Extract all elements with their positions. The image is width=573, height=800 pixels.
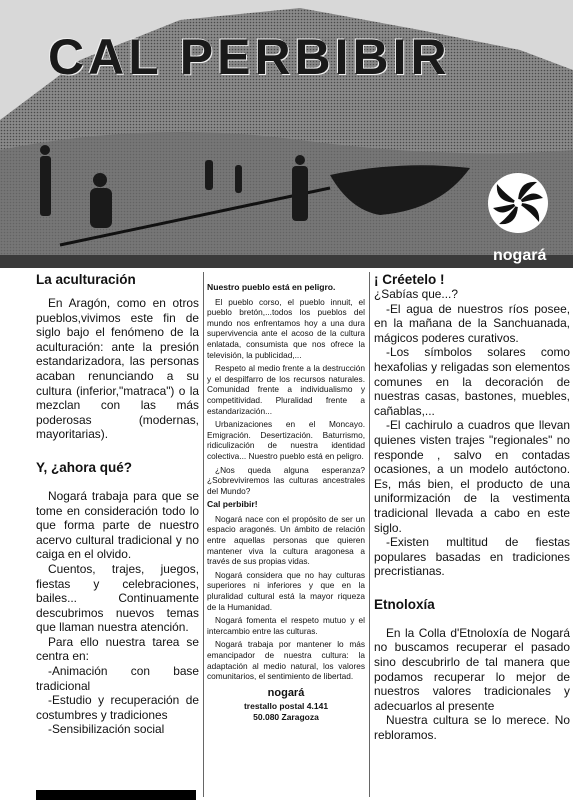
header-photo bbox=[0, 0, 573, 268]
list-item: -El cachirulo a cuadros que llevan quienes visten trajes "regionales" no responde , salvo en contadas ocasiones, a un modelo autóctono. Es, más bien, el producto de una uniformización de la vestimenta tradicional llevada a cabo en este siglo. bbox=[374, 418, 570, 535]
footer-name: nogará bbox=[267, 686, 305, 699]
paragraph: Nogará nace con el propósito de ser un espacio aragonés. Un ámbito de relación entre aquellas personas que quieren mantener viva la cultura aragonesa a través de sus propias vidas. bbox=[207, 513, 365, 567]
paragraph: Nogará fomenta el respeto mutuo y el intercambio entre las culturas. bbox=[207, 615, 365, 636]
column-left bbox=[36, 268, 199, 800]
column-divider bbox=[203, 272, 204, 797]
paragraph: Nogará trabaja por mantener lo más emancipador de nuestra cultura: la adaptación al medio natural, los valores comunitarios, el sentimiento de libertad. bbox=[207, 639, 365, 682]
brand-name: nogará bbox=[493, 247, 547, 264]
paragraph: ¿Nos queda alguna esperanza? ¿Sobreviviremos las culturas ancestrales del Mundo? bbox=[207, 464, 365, 496]
paragraph: Respeto al medio frente a la destrucción y el despilfarro de los recursos naturales. Comunidad frente a individualismo y competitividad. Pluralidad frente a estandarización... bbox=[207, 363, 365, 416]
footer-address: 50.080 Zaragoza bbox=[253, 711, 319, 722]
paragraph: Nogará considera que no hay culturas superiores ni inferiores y que en la pluralidad cultural está la mayor riqueza de la Humanidad. bbox=[207, 569, 365, 612]
paragraph: El pueblo corso, el pueblo innuit, el pueblo bretón,...todos los pueblos del mundo nos enfrentamos hoy a una dura supervivencia ante el acoso de la cultura enlatada, consumista que nos ofrece la televisión, la publicidad,... bbox=[207, 296, 365, 360]
paragraph: Nogará trabaja para que se tome en consideración todo lo que forma parte de nuestro acervo cultural tradicional y no caiga en el olvido. bbox=[36, 488, 199, 562]
list-item: -Estudio y recuperación de costumbres y tradiciones bbox=[36, 693, 199, 722]
list-item: -Los símbolos solares como hexafolias y religadas son elementos comunes en la decoración de nuestras casas, bastones, muebles, cañablas,... bbox=[374, 345, 570, 418]
column-middle bbox=[207, 268, 365, 800]
black-bar bbox=[36, 790, 196, 800]
column-divider bbox=[369, 272, 370, 797]
section-heading: ¡ Créetelo ! bbox=[374, 272, 445, 287]
section-heading: Nuestro pueblo está en peligro. bbox=[207, 282, 336, 292]
section-heading: Cal perbibir! bbox=[207, 499, 258, 510]
list-item: -El agua de nuestros ríos posee, en la mañana de la Sanchuanada, mágicos poderes curativos. bbox=[374, 301, 570, 345]
solar-symbol-logo bbox=[487, 172, 549, 234]
paragraph: ¿Sabías que...? bbox=[374, 287, 458, 301]
section-heading: Y, ¿ahora qué? bbox=[36, 459, 133, 475]
page-title: CAL PERBIBIR bbox=[48, 29, 451, 85]
column-right bbox=[374, 268, 570, 800]
paragraph: En Aragón, como en otros pueblos,vivimos este fin de siglo bajo el fenómeno de la aculturación: ante la presión estandarizadora, las personas acaban renunciando a su cultura (inferior,"matraca") o la mezclan con las más poderosas (modernas, mayoritarias). bbox=[36, 296, 199, 442]
paragraph: Nuestra cultura se lo merece. No rebloramos. bbox=[374, 713, 570, 743]
section-heading: La aculturación bbox=[36, 272, 136, 287]
paragraph: Cuentos, trajes, juegos, fiestas y celebraciones, bailes... Continuamente descubrimos nuevos temas que llaman nuestra atención. bbox=[36, 561, 199, 635]
paragraph: En la Colla d'Etnoloxía de Nogará no buscamos recuperar el pasado sino descubrirlo de tal manera que podamos recuperar lo mejor de nuestros valores tradicionales y adecuarlos al presente bbox=[374, 625, 570, 713]
list-item: -Existen multitud de fiestas populares basadas en tradiciones precristianas. bbox=[374, 535, 570, 579]
list-item: -Animación con base tradicional bbox=[36, 664, 199, 693]
paragraph: Para ello nuestra tarea se centra en: bbox=[36, 634, 199, 664]
paragraph: Urbanizaciones en el Moncayo. Emigración. Desertización. Baturrismo, ridiculización de nuestra identidad colectiva... Nuestro pueblo está en peligro. bbox=[207, 419, 365, 461]
footer-address: trestallo postal 4.141 bbox=[243, 701, 329, 712]
section-heading: Etnoloxía bbox=[374, 596, 435, 612]
list-item: -Sensibilización social bbox=[48, 722, 165, 737]
